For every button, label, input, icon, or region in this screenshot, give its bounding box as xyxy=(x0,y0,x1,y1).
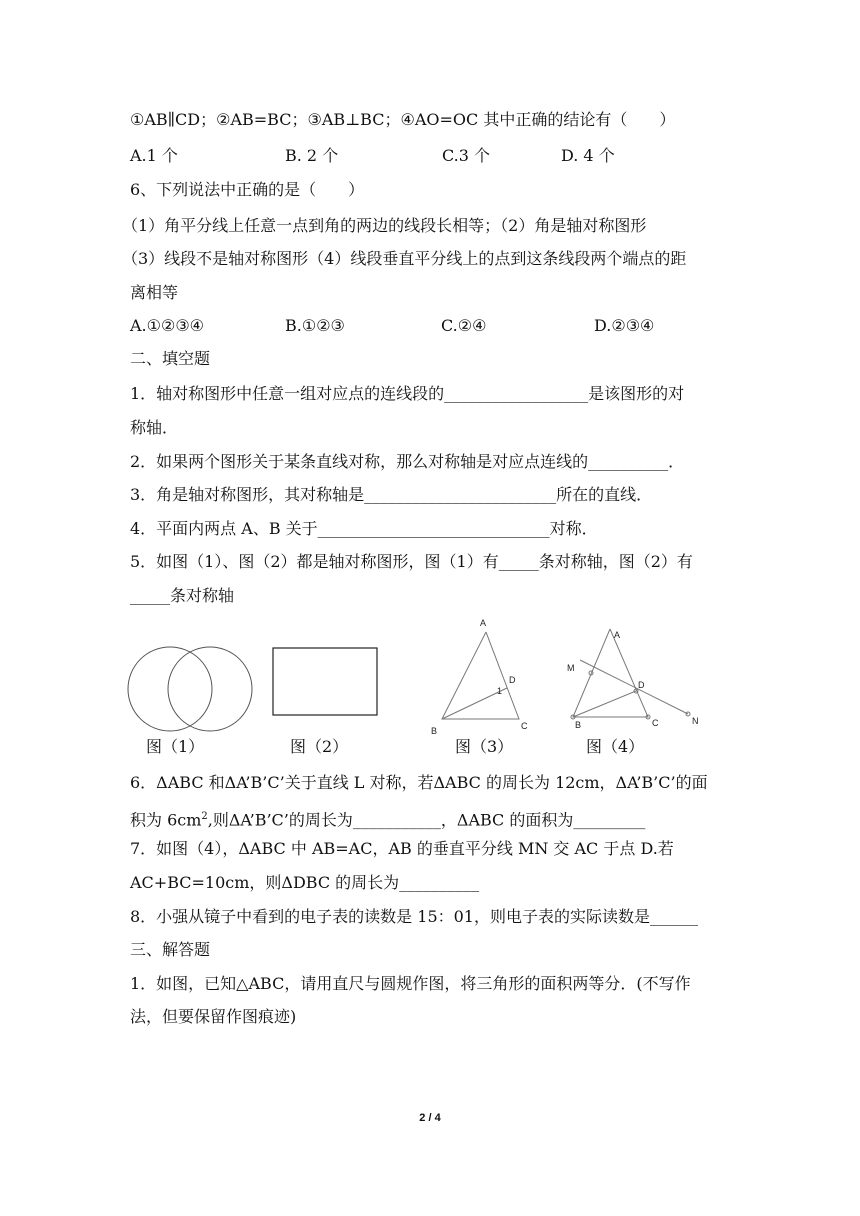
figure-2-rect-shape xyxy=(273,648,377,715)
page-number: 2 / 4 xyxy=(419,1112,441,1124)
q6-option-b: B.①②③ xyxy=(285,316,345,335)
question-6-stem: 6、下列说法中正确的是（ ） xyxy=(130,180,365,199)
figure-4-point-d: D xyxy=(638,680,645,690)
fill-question-1-line-1: 1．轴对称图形中任意一组对应点的连线段的__________________是该图形的对 xyxy=(130,384,685,403)
figure-1-overlapping-circles xyxy=(125,645,255,735)
figure-4-point-n: N xyxy=(692,716,699,726)
figure-1-right-circle xyxy=(168,647,252,731)
q6-option-d: D.②③④ xyxy=(594,316,655,335)
figure-3-point-d: D xyxy=(509,675,516,685)
question-5-statements: ①AB∥CD；②AB=BC；③AB⊥BC；④AO=OC 其中正确的结论有（ ） xyxy=(130,110,676,129)
figure-1-left-circle xyxy=(128,647,212,731)
figure-4-line-mn xyxy=(580,660,688,714)
figure-2-rectangle xyxy=(272,647,382,719)
fill-question-4: 4．平面内两点 A、B 关于_____________________________对称． xyxy=(130,519,598,538)
q5-option-a: A.1 个 xyxy=(130,146,178,165)
figure-3-triangle-outline xyxy=(442,632,519,719)
question-6-statement-line-1: （1）角平分线上任意一点到角的两边的线段长相等；（2）角是轴对称图形 xyxy=(122,216,647,235)
figure-4-point-a: A xyxy=(614,630,621,640)
section-fill-in-title: 二、填空题 xyxy=(130,349,211,368)
figure-4-point-b: B xyxy=(575,720,582,730)
q5-option-b: B. 2 个 xyxy=(285,146,339,165)
figure-4-triangle-outline xyxy=(573,629,648,717)
section-solve-title: 三、解答题 xyxy=(130,940,211,959)
q5-option-c: C.3 个 xyxy=(442,146,491,165)
q5-option-d: D. 4 个 xyxy=(561,146,615,165)
figure-4-point-c: C xyxy=(652,718,659,728)
fill-question-2: 2．如果两个图形关于某条直线对称，那么对称轴是对应点连线的__________． xyxy=(130,452,685,471)
fill-question-8: 8．小强从镜子中看到的电子表的读数是 15：01，则电子表的实际读数是______ xyxy=(130,907,698,926)
fill-question-3: 3．角是轴对称图形，其对称轴是________________________所在的直线． xyxy=(130,485,653,504)
question-6-statement-line-2: （3）线段不是轴对称图形（4）线段垂直平分线上的点到这条线段两个端点的距 xyxy=(122,249,687,268)
fill-question-5-line-2: _____条对称轴 xyxy=(130,586,235,605)
question-6-statement-line-3: 离相等 xyxy=(130,283,179,302)
fill-question-6-superscript: 2 xyxy=(201,811,208,822)
figure-3-point-a: A xyxy=(480,618,487,628)
fill-question-6-area-text: 积为 6cm xyxy=(130,810,202,830)
fill-question-7-line-1: 7．如图（4），ΔABC 中 AB=AC，AB 的垂直平分线 MN 交 AC 于点 D.若 xyxy=(130,839,674,858)
figure-3-angle-1: 1 xyxy=(497,686,503,696)
figure-3-point-c: C xyxy=(521,721,528,731)
figure-2-label: 图（2） xyxy=(290,737,349,756)
solve-question-1-line-1: 1．如图，已知△ABC，请用直尺与圆规作图，将三角形的面积两等分．(不写作 xyxy=(130,974,691,993)
fill-question-6-line-2 xyxy=(130,806,645,831)
fill-question-7-line-2: AC+BC=10cm，则ΔDBC 的周长为__________ xyxy=(130,873,480,892)
q6-option-a: A.①②③④ xyxy=(130,316,205,335)
figure-4-triangle-bisector xyxy=(562,620,712,740)
fill-question-1-line-2: 称轴． xyxy=(130,418,179,437)
figure-4-point-m: M xyxy=(567,663,575,673)
solve-question-1-line-2: 法，但要保留作图痕迹) xyxy=(130,1007,297,1026)
fill-question-6-blanks: ,则ΔA’B’C’的周长为___________，ΔABC 的面积为_________ xyxy=(207,810,646,830)
figure-1-label: 图（1） xyxy=(146,737,205,756)
figure-3-label: 图（3） xyxy=(455,737,514,756)
figure-3-point-b: B xyxy=(431,726,438,736)
q6-option-c: C.②④ xyxy=(441,316,487,335)
fill-question-5-line-1: 5．如图（1）、图（2）都是轴对称图形，图（1）有_____条对称轴，图（2）有 xyxy=(130,552,693,571)
figure-4-label: 图（4） xyxy=(586,737,645,756)
fill-question-6-line-1: 6．ΔABC 和ΔA’B’C’关于直线 L 对称，若ΔABC 的周长为 12cm，ΔA’B’C’的面 xyxy=(130,773,708,792)
figure-3-triangle xyxy=(425,618,535,738)
